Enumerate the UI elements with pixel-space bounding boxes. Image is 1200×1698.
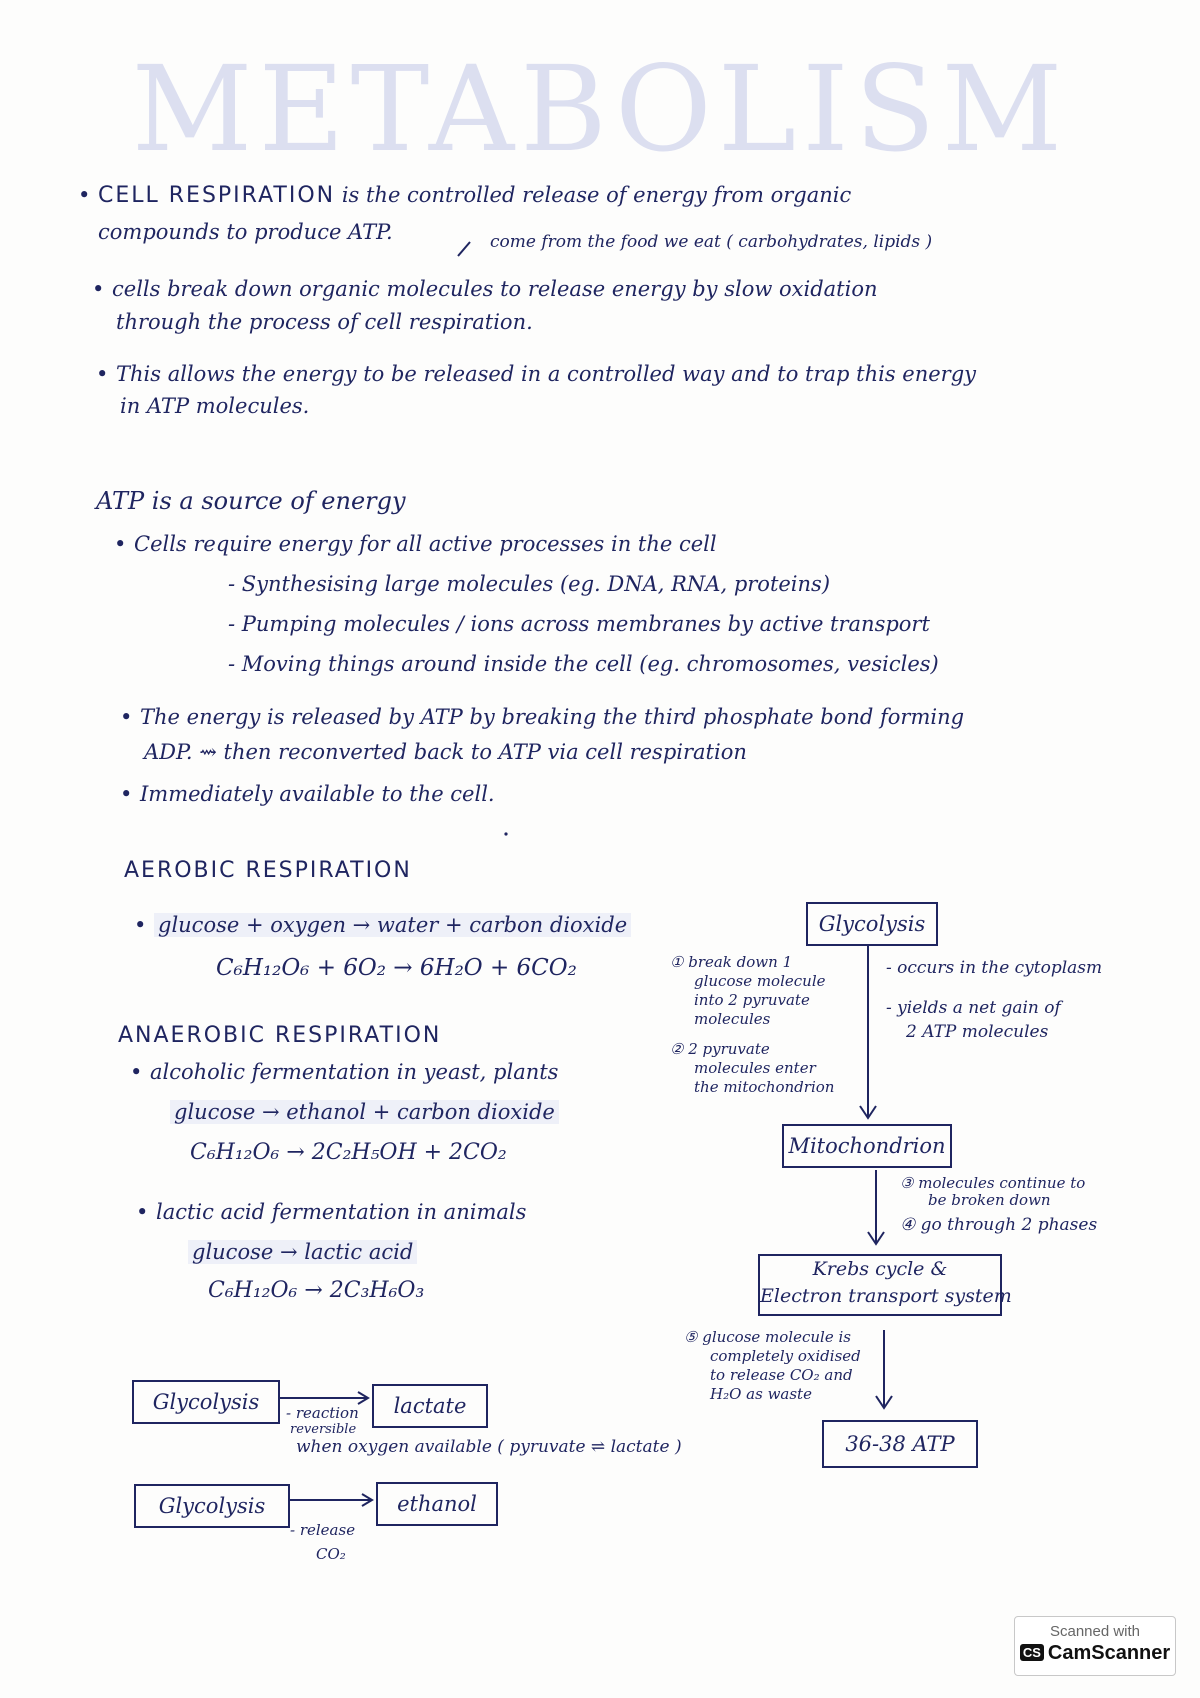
bottom-release-line-1: - release: [290, 1521, 356, 1539]
flow-note-2-line-2: molecules enter: [694, 1059, 816, 1077]
flow-glycolysis-box: Glycolysis: [806, 902, 938, 946]
food-note-pointer: [458, 242, 470, 256]
flow-krebs-box: Krebs cycle & Electron transport system: [758, 1254, 1002, 1316]
intro-line-2: compounds to produce ATP.: [98, 220, 393, 244]
atp-heading: ATP is a source of energy: [96, 487, 406, 515]
flow-note-5-line-3: to release CO₂ and: [710, 1366, 853, 1384]
intro-line-1-text: is the controlled release of energy from organic: [341, 183, 852, 207]
flow-note-2-line-3: the mitochondrion: [694, 1078, 835, 1096]
aerobic-word-equation: • glucose + oxygen → water + carbon dioxide: [154, 913, 631, 938]
flow-atp-total-box: 36-38 ATP: [822, 1420, 978, 1468]
flow-note-3-line-1: ③ molecules continue to: [900, 1174, 1086, 1192]
page-title: METABOLISM: [131, 40, 1069, 178]
atp-bullet-1: • Cells require energy for all active processes in the cell: [134, 532, 717, 557]
alcoholic-word-equation: glucose → ethanol + carbon dioxide: [170, 1100, 559, 1125]
cell-respiration-term: CELL RESPIRATION: [98, 183, 336, 208]
bottom-glycolysis-box-2: Glycolysis: [134, 1484, 290, 1528]
atp-bullet-2-line-2: ADP. ⇝ then reconverted back to ATP via cell respiration: [144, 740, 747, 764]
intro-bullet-2-line-2: through the process of cell respiration.: [116, 310, 533, 334]
atp-dash-2: - Pumping molecules / ions across membranes by active transport: [228, 612, 930, 636]
intro-bullet-3-line-1: • This allows the energy to be released in a controlled way and to trap this energy: [116, 362, 976, 387]
atp-dash-1: - Synthesising large molecules (eg. DNA, RNA, proteins): [228, 572, 831, 596]
bottom-release-line-2: CO₂: [316, 1545, 346, 1563]
bottom-lactate-box: lactate: [372, 1384, 488, 1428]
food-note: come from the food we eat ( carbohydrates, lipids ): [490, 232, 933, 252]
stray-dot: [504, 832, 507, 835]
badge-scanned-with: Scanned with: [1049, 1623, 1141, 1640]
flow-note-5-line-4: H₂O as waste: [710, 1385, 812, 1403]
flow-mitochondrion-box: Mitochondrion: [782, 1124, 952, 1168]
flow-side-cytoplasm: - occurs in the cytoplasm: [886, 958, 1103, 978]
camscanner-badge: [1014, 1616, 1176, 1676]
lactic-chemical-equation: C₆H₁₂O₆ → 2C₃H₆O₃: [208, 1278, 425, 1303]
anaerobic-heading: ANAEROBIC RESPIRATION: [118, 1023, 442, 1048]
flow-note-3-line-2: be broken down: [928, 1191, 1051, 1209]
aerobic-chemical-equation: C₆H₁₂O₆ + 6O₂ → 6H₂O + 6CO₂: [216, 955, 577, 981]
badge-brand: CS CamScanner: [1015, 1642, 1175, 1665]
aerobic-heading: AEROBIC RESPIRATION: [124, 858, 412, 883]
bottom-glycolysis-box-1: Glycolysis: [132, 1380, 280, 1424]
atp-bullet-2-line-1: • The energy is released by ATP by breaking the third phosphate bond forming: [140, 705, 964, 730]
bottom-reaction-line-1: - reaction: [286, 1404, 359, 1422]
flow-note-2-line-1: ② 2 pyruvate: [670, 1040, 770, 1058]
flow-side-yield-line-2: 2 ATP molecules: [906, 1022, 1049, 1042]
intro-bullet-2-line-1: • cells break down organic molecules to release energy by slow oxidation: [112, 277, 878, 302]
flow-note-1-line-2: glucose molecule: [694, 972, 826, 990]
flow-note-4: ④ go through 2 phases: [900, 1215, 1098, 1235]
bottom-reaction-line-2: reversible: [290, 1422, 357, 1437]
flow-note-1-line-1: ① break down 1: [670, 953, 793, 971]
atp-bullet-3: • Immediately available to the cell.: [140, 782, 495, 807]
bottom-ethanol-box: ethanol: [376, 1482, 498, 1526]
intro-bullet-3-line-2: in ATP molecules.: [120, 394, 310, 418]
alcoholic-chemical-equation: C₆H₁₂O₆ → 2C₂H₅OH + 2CO₂: [190, 1140, 507, 1165]
flow-note-5-line-1: ⑤ glucose molecule is: [684, 1328, 851, 1346]
atp-dash-3: - Moving things around inside the cell (eg. chromosomes, vesicles): [228, 652, 939, 676]
camscanner-logo-icon: CS: [1020, 1644, 1044, 1661]
flow-note-5-line-2: completely oxidised: [710, 1347, 861, 1365]
flow-note-1-line-3: into 2 pyruvate: [694, 991, 810, 1009]
lactic-fermentation-intro: • lactic acid fermentation in animals: [156, 1200, 526, 1225]
flow-side-yield-line-1: - yields a net gain of: [886, 998, 1061, 1018]
lactic-word-equation: glucose → lactic acid: [188, 1240, 417, 1265]
bottom-reversible-note: when oxygen available ( pyruvate ⇌ lactate ): [296, 1437, 682, 1457]
alcoholic-fermentation-intro: • alcoholic fermentation in yeast, plants: [150, 1060, 558, 1085]
flow-note-1-line-4: molecules: [694, 1010, 771, 1028]
